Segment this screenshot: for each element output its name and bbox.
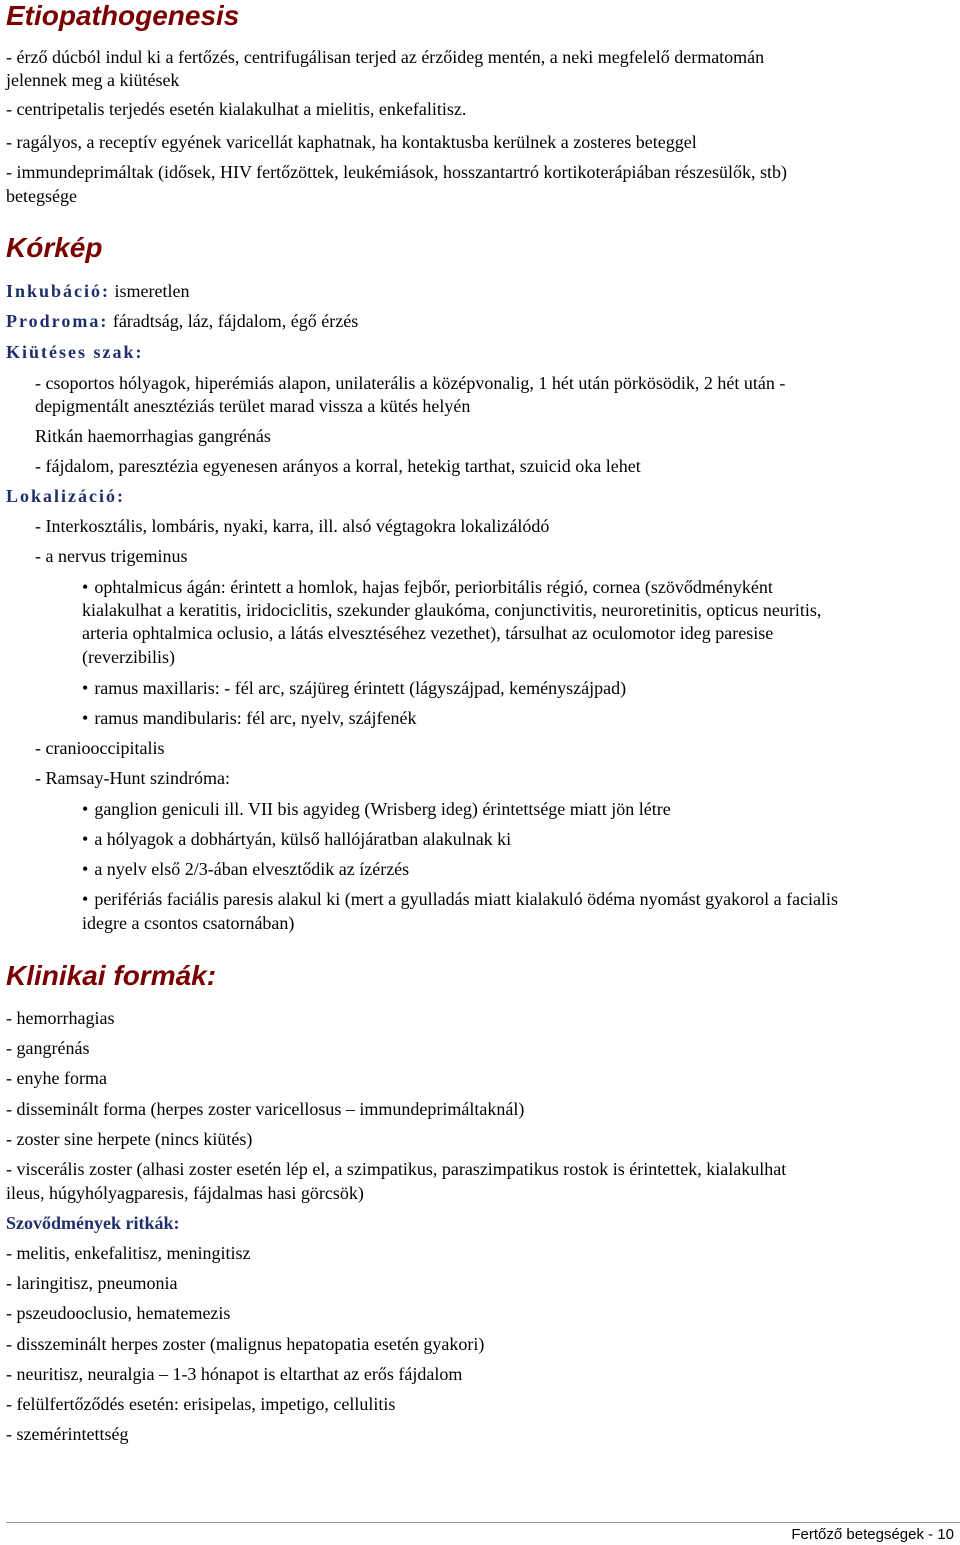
etio-line: - érző dúcból indul ki a fertőzés, centrifugálisan terjed az érzőideg mentén, a neki megfelelő dermatomán: [6, 47, 765, 67]
kiutes-text: Ritkán haemorrhagias gangrénás: [35, 426, 271, 446]
prodroma-label: Prodroma:: [6, 311, 109, 331]
klinikai-line: - enyhe forma: [6, 1068, 107, 1088]
inkubacio-value: ismeretlen: [110, 281, 190, 301]
prodroma-line: [6, 309, 358, 333]
page-footer: Fertőző betegségek - 10: [791, 1526, 954, 1543]
ramsay-bullet: • perifériás faciális paresis alakul ki (mert a gyulladás miatt kialakuló ödéma nyomást gyakorol a facialis: [82, 887, 838, 911]
ramsay-bullet-cont: idegre a csontos csatornában): [82, 913, 295, 933]
etio-line: - centripetalis terjedés esetén kialakulhat a mielitis, enkefalitisz.: [6, 99, 467, 119]
szovodmeny-line: - laringitisz, pneumonia: [6, 1273, 178, 1293]
klinikai-line: - disseminált forma (herpes zoster varicellosus – immundeprimáltaknál): [6, 1099, 525, 1119]
inkubacio-label: Inkubáció:: [6, 281, 111, 301]
klinikai-line: - gangrénás: [6, 1038, 90, 1058]
inkubacio-line: [6, 279, 190, 303]
szovodmeny-line: - szemérintettség: [6, 1424, 129, 1444]
etio-line: - ragályos, a receptív egyének varicellát kaphatnak, ha kontaktusba kerülnek a zosteres beteggel: [6, 132, 697, 152]
ramsay-bullet: • ganglion geniculi ill. VII bis agyideg (Wrisberg ideg) érintettsége miatt jön létre: [82, 797, 671, 821]
szovodmenyek-heading: Szovődmények ritkák:: [6, 1213, 180, 1233]
kiutes-text: - fájdalom, paresztézia egyenesen arányos a korral, hetekig tarthat, szuicid oka lehet: [35, 456, 641, 476]
lok-text: - Ramsay-Hunt szindróma:: [35, 768, 230, 788]
lok-text: - a nervus trigeminus: [35, 546, 188, 566]
klinikai-line: - hemorrhagias: [6, 1008, 115, 1028]
trigeminus-bullet-cont: (reverzibilis): [82, 647, 175, 667]
heading-etiopathogenesis: Etiopathogenesis: [6, 0, 240, 31]
prodroma-value: fáradtság, láz, fájdalom, égő érzés: [108, 311, 359, 331]
kiutes-text: depigmentált anesztéziás terület marad vissza a kütés helyén: [35, 396, 471, 416]
lokalizacio-line: [6, 484, 125, 508]
lokalizacio-label: Lokalizáció:: [6, 486, 125, 506]
klinikai-line: ileus, húgyhólyagparesis, fájdalmas hasi görcsök): [6, 1183, 364, 1203]
ramsay-bullet: • a hólyagok a dobhártyán, külső hallójáratban alakulnak ki: [82, 827, 511, 851]
szovodmeny-line: - pszeudooclusio, hematemezis: [6, 1303, 231, 1323]
trigeminus-bullet-cont: arteria ophtalmica oclusio, a látás elvesztéséhez vezethet), társulhat az oculomotor ideg paresise: [82, 623, 774, 643]
lok-text: - craniooccipitalis: [35, 738, 165, 758]
szovodmeny-line: - disszeminált herpes zoster (malignus hepatopatia esetén gyakori): [6, 1334, 485, 1354]
etio-line: betegsége: [6, 186, 77, 206]
etio-line: - immundeprimáltak (idősek, HIV fertőzöttek, leukémiások, hosszantartró kortikoterápiában részesülők, stb): [6, 162, 787, 182]
kiutes-line: [6, 340, 144, 364]
trigeminus-bullet: • ramus mandibularis: fél arc, nyelv, szájfenék: [82, 706, 417, 730]
footer-divider: [6, 1522, 960, 1523]
ramsay-bullet: • a nyelv első 2/3-ában elvesztődik az ízérzés: [82, 857, 409, 881]
heading-klinikai-formak: Klinikai formák:: [6, 960, 217, 991]
szovodmeny-line: - felülfertőződés esetén: erisipelas, impetigo, cellulitis: [6, 1394, 396, 1414]
trigeminus-bullet: • ramus maxillaris: - fél arc, szájüreg érintett (lágyszájpad, keményszájpad): [82, 676, 626, 700]
kiutes-text: - csoportos hólyagok, hiperémiás alapon, unilaterális a középvonalig, 1 hét után pörkösödik, 2 hét után -: [35, 373, 786, 393]
kiutes-label: Kiütéses szak:: [6, 342, 144, 362]
szovodmeny-line: - melitis, enkefalitisz, meningitisz: [6, 1243, 251, 1263]
klinikai-line: - zoster sine herpete (nincs kiütés): [6, 1129, 253, 1149]
heading-korkep: Kórkép: [6, 232, 103, 263]
szovodmeny-line: - neuritisz, neuralgia – 1-3 hónapot is eltarthat az erős fájdalom: [6, 1364, 463, 1384]
klinikai-line: - viscerális zoster (alhasi zoster esetén lép el, a szimpatikus, paraszimpatikus rostok is érintettek, kialakulhat: [6, 1159, 787, 1179]
trigeminus-bullet-cont: kialakulhat a keratitis, iridociclitis, szekunder glaukóma, conjunctivitis, neuroretinitis, opticus neuritis,: [82, 600, 822, 620]
trigeminus-bullet: • ophtalmicus ágán: érintett a homlok, hajas fejbőr, periorbitális régió, cornea (szövődményként: [82, 575, 773, 599]
lok-text: - Interkosztális, lombáris, nyaki, karra, ill. alsó végtagokra lokalizálódó: [35, 516, 550, 536]
etio-line: jelennek meg a kiütések: [6, 70, 180, 90]
